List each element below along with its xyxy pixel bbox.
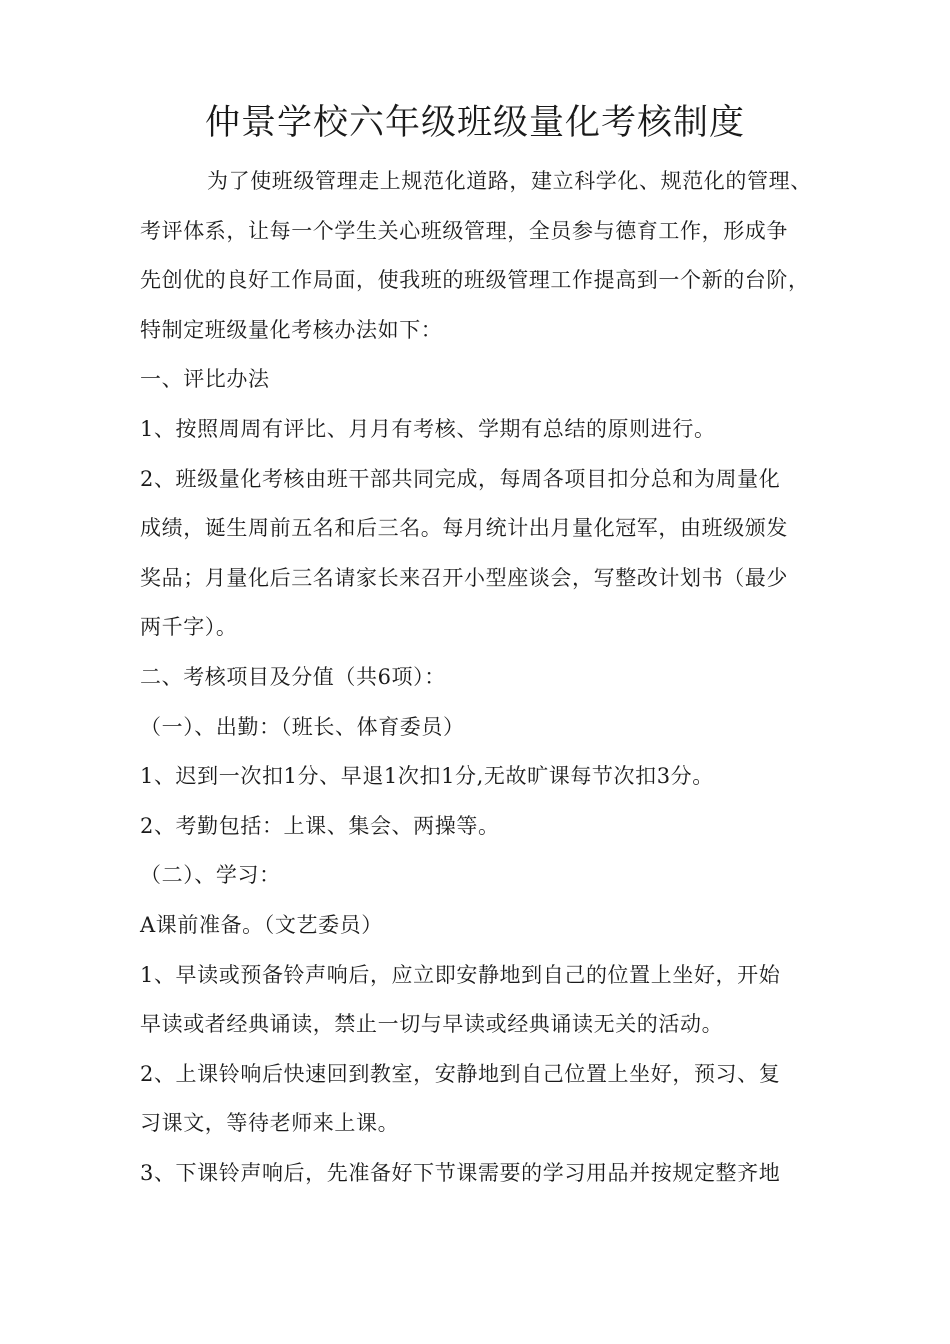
section-heading: 二、考核项目及分值（共6项）：: [140, 664, 446, 689]
paragraph-line: 为了使班级管理走上规范化道路，建立科学化、规范化的管理、: [207, 169, 812, 193]
paragraph-line: 奖品；月量化后三名请家长来召开小型座谈会，写整改计划书（最少: [140, 565, 788, 590]
paragraph-line: 2、上课铃响后快速回到教室，安静地到自己位置上坐好，预习、复: [140, 1061, 781, 1086]
paragraph-line: 考评体系，让每一个学生关心班级管理，全员参与德育工作，形成争: [140, 218, 788, 243]
paragraph-line: 1、早读或预备铃声响后，应立即安静地到自己的位置上坐好，开始: [140, 962, 781, 987]
paragraph-line: 先创优的良好工作局面，使我班的班级管理工作提高到一个新的台阶，: [140, 268, 810, 293]
subsection-heading: （二）、学习：: [140, 863, 281, 888]
paragraph-line: 特制定班级量化考核办法如下：: [140, 317, 443, 342]
paragraph-line: 早读或者经典诵读，禁止一切与早读或经典诵读无关的活动。: [140, 1012, 724, 1037]
document-body: [140, 157, 840, 1198]
paragraph-line: 两千字）。: [140, 615, 238, 640]
paragraph-line: 3、下课铃声响后，先准备好下节课需要的学习用品并按规定整齐地: [140, 1160, 781, 1185]
section-heading: 一、评比办法: [140, 367, 270, 392]
document-title: 仲景学校六年级班级量化考核制度: [204, 103, 745, 143]
paragraph-line: 1、按照周周有评比、月月有考核、学期有总结的原则进行。: [140, 416, 716, 441]
paragraph-line: 成绩，诞生周前五名和后三名。每月统计出月量化冠军，由班级颁发: [140, 516, 788, 541]
paragraph-line: 习课文，等待老师来上课。: [140, 1111, 400, 1136]
item-heading: A课前准备。（文艺委员）: [140, 912, 383, 937]
paragraph-line: 1、迟到一次扣1分、早退1次扣1分,无故旷课每节次扣3分。: [140, 764, 714, 789]
paragraph-line: 2、考勤包括：上课、集会、两操等。: [140, 813, 500, 838]
paragraph-line: 2、班级量化考核由班干部共同完成，每周各项目扣分总和为周量化: [140, 466, 781, 491]
subsection-heading: （一）、出勤：（班长、体育委员）: [140, 714, 465, 739]
